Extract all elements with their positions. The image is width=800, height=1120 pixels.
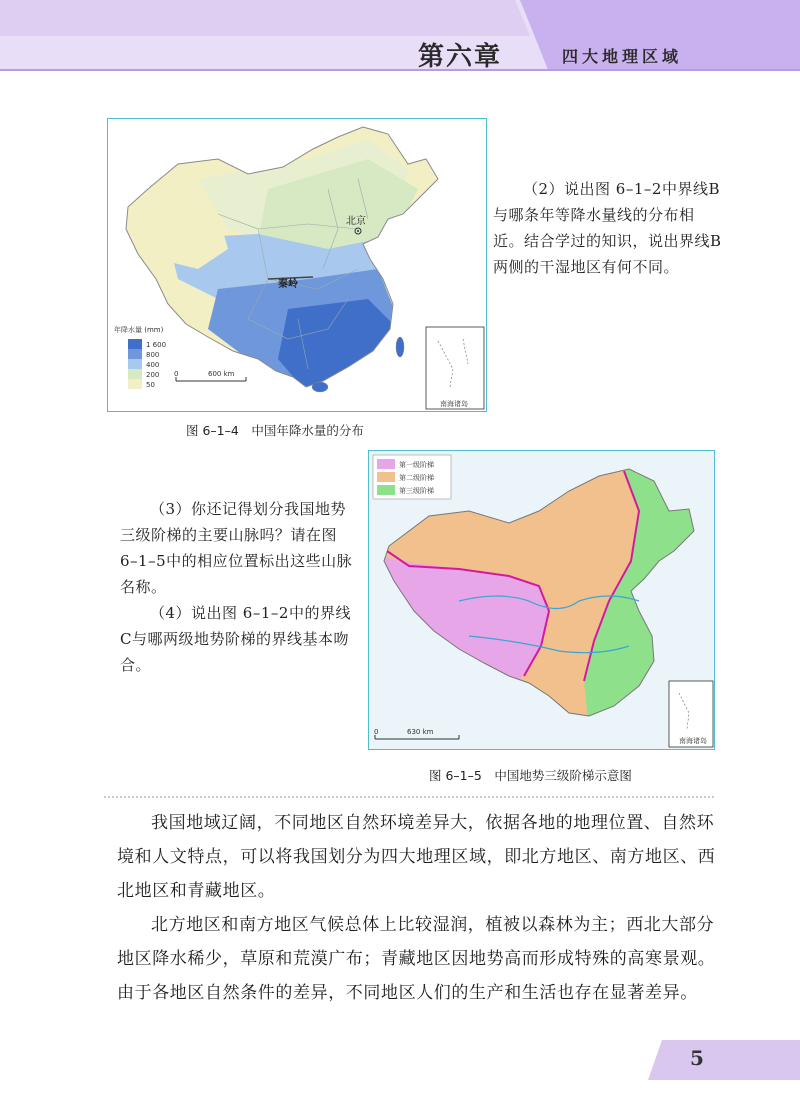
body-paragraph-1: 我国地域辽阔，不同地区自然环境差异大，依据各地的地理位置、自然环境和人文特点，可以将我国划分为四大地理区域，即北方地区、南方地区、西北地区和青藏地区。 [117, 813, 716, 901]
map1-caption: 图 6–1–4 中国年降水量的分布 [186, 423, 364, 438]
legend-step-1: 第一级阶梯 [399, 461, 434, 469]
legend-value: 400 [146, 361, 160, 369]
question-2 [493, 176, 723, 280]
chapter-title: 第六章 [418, 42, 503, 72]
scale-zero: 0 [374, 728, 379, 736]
question-4-text: （4）说出图 6–1–2中的界线C与哪两级地势阶梯的界线基本吻合。 [120, 604, 351, 674]
legend-value: 50 [146, 381, 155, 389]
page-number: 5 [690, 1046, 704, 1070]
south-china-sea-inset [426, 327, 484, 409]
scale-zero: 0 [174, 370, 179, 378]
qinling-label: 秦岭 [278, 279, 298, 290]
terrain-steps-graphic [369, 451, 714, 749]
body-paragraph-2: 北方地区和南方地区气候总体上比较湿润，植被以森林为主；西北大部分地区降水稀少，草原和荒漠广布；青藏地区因地势高而形成特殊的高寒景观。由于各地区自然条件的差异，不同地区人们的生产和生活也存在显著差异。 [117, 915, 716, 1003]
question-2-text: （2）说出图 6–1–2中界线B与哪条年等降水量线的分布相近。结合学过的知识，说出界线B两侧的干湿地区有何不同。 [493, 180, 722, 276]
legend-step-3: 第三级阶梯 [399, 487, 434, 495]
legend-title: 年降水量 (mm) [114, 326, 164, 334]
terrain-legend [373, 455, 451, 499]
header-band [0, 0, 800, 80]
inset-label: 南海诸岛 [679, 737, 707, 745]
map2-caption: 图 6–1–5 中国地势三级阶梯示意图 [429, 768, 632, 783]
terrain-steps-map [368, 450, 715, 750]
legend-value: 800 [146, 351, 160, 359]
legend-step-2: 第二级阶梯 [399, 474, 434, 482]
legend-value: 200 [146, 371, 160, 379]
inset-label: 南海诸岛 [440, 400, 468, 408]
scale-label: 630 km [407, 728, 434, 736]
precipitation-map-graphic [108, 119, 486, 411]
page-number-band [640, 1040, 800, 1080]
beijing-label: 北京 [346, 216, 366, 227]
section-divider [104, 796, 714, 798]
legend-value: 1 600 [146, 341, 167, 349]
section-title: 四大地理区域 [562, 47, 683, 66]
precipitation-map [107, 118, 487, 412]
body-text [117, 806, 717, 1010]
precipitation-legend [128, 339, 166, 389]
scale-label: 600 km [208, 370, 235, 378]
questions-3-4 [120, 496, 356, 678]
question-3-text: （3）你还记得划分我国地势三级阶梯的主要山脉吗？请在图 6–1–5中的相应位置标出这些山脉名称。 [120, 500, 353, 596]
scale-bar [174, 370, 246, 381]
south-china-sea-inset [669, 681, 713, 747]
